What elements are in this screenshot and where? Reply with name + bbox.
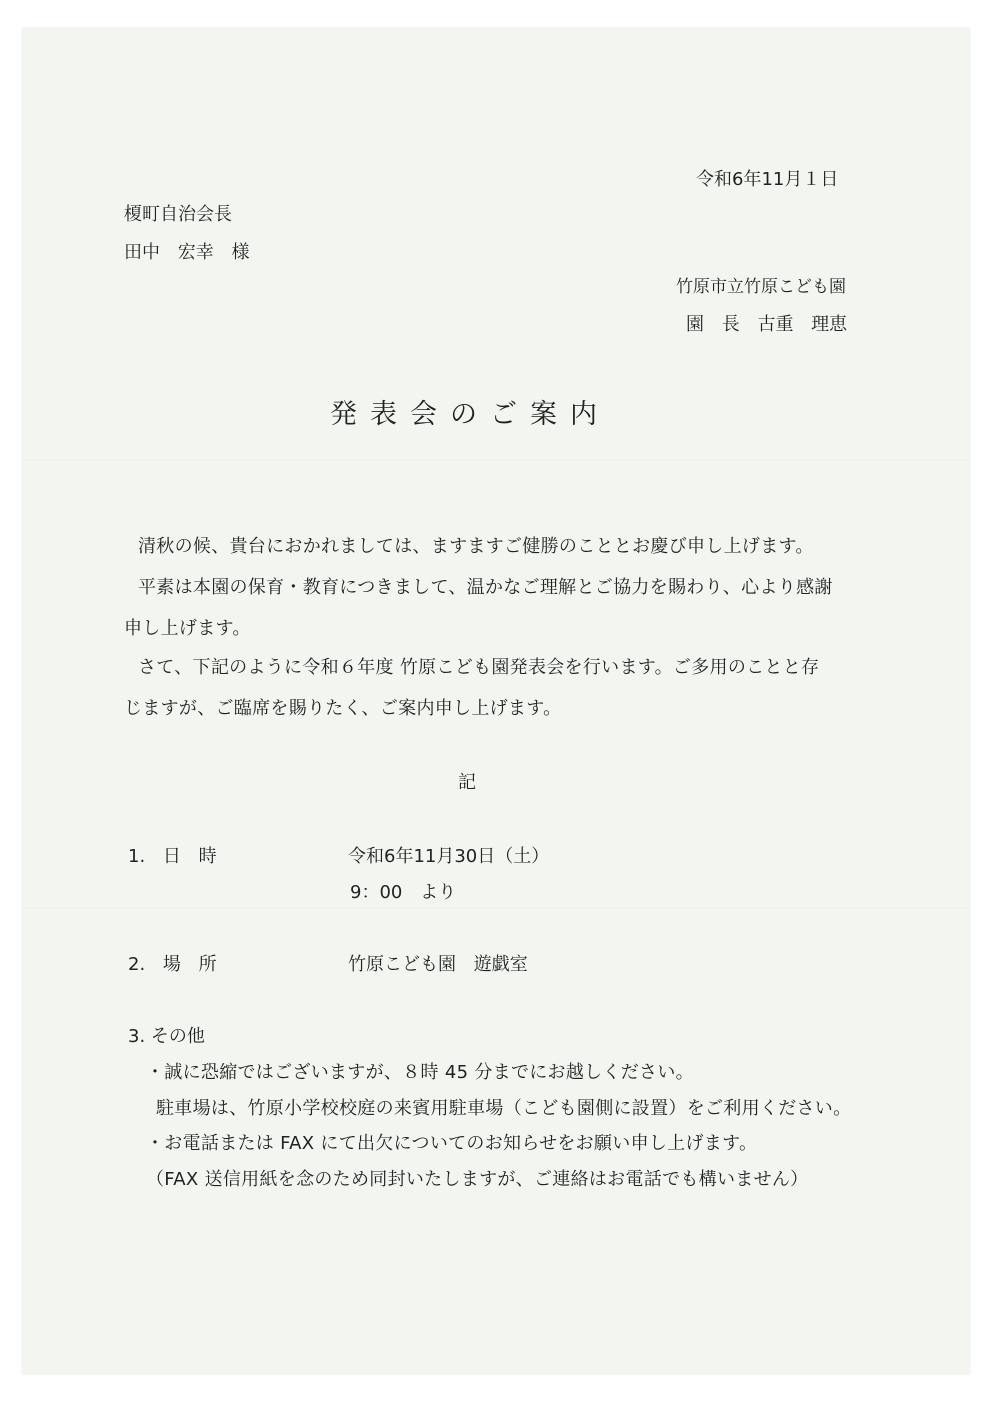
paper-fold: [22, 460, 970, 462]
datetime-date: 令和6年11月30日（土）: [348, 846, 550, 867]
body-line: 平素は本園の保育・教育につきまして、温かなご理解とご協力を賜わり、心より感謝: [138, 577, 833, 598]
sender-name: 園 長 古重 理恵: [686, 314, 848, 335]
body-line: じますが、ご臨席を賜りたく、ご案内申し上げます。: [124, 698, 562, 719]
place-value: 竹原こども園 遊戯室: [348, 954, 528, 975]
page-title: 発表会のご案内: [330, 399, 610, 430]
datetime-label: 1. 日 時: [128, 846, 217, 867]
other-line: ・お電話または FAX にて出欠についてのお知らせをお願い申し上げます。: [146, 1133, 758, 1154]
sender-org: 竹原市立竹原こども園: [676, 277, 846, 297]
recipient-name: 田中 宏幸 様: [124, 242, 250, 263]
body-line: 清秋の候、貴台におかれましては、ますますご健勝のこととお慶び申し上げます。: [138, 536, 814, 557]
other-line: （FAX 送信用紙を念のため同封いたしますが、ご連絡はお電話でも構いません）: [146, 1169, 809, 1190]
other-label: 3. その他: [128, 1026, 205, 1047]
body-line: さて、下記のように令和６年度 竹原こども園発表会を行います。ご多用のことと存: [138, 657, 820, 678]
datetime-time: 9：00 より: [350, 882, 457, 903]
place-label: 2. 場 所: [128, 954, 217, 975]
other-line: ・誠に恐縮ではございますが、８時 45 分までにお越しください。: [146, 1062, 694, 1083]
document-date: 令和6年11月１日: [696, 169, 839, 190]
body-line: 申し上げます。: [124, 618, 251, 639]
recipient-org: 榎町自治会長: [124, 204, 232, 225]
ki-heading: 記: [458, 772, 476, 793]
other-line: 駐車場は、竹原小学校校庭の来賓用駐車場（こども園側に設置）をご利用ください。: [156, 1098, 852, 1119]
paper-fold: [22, 908, 970, 910]
